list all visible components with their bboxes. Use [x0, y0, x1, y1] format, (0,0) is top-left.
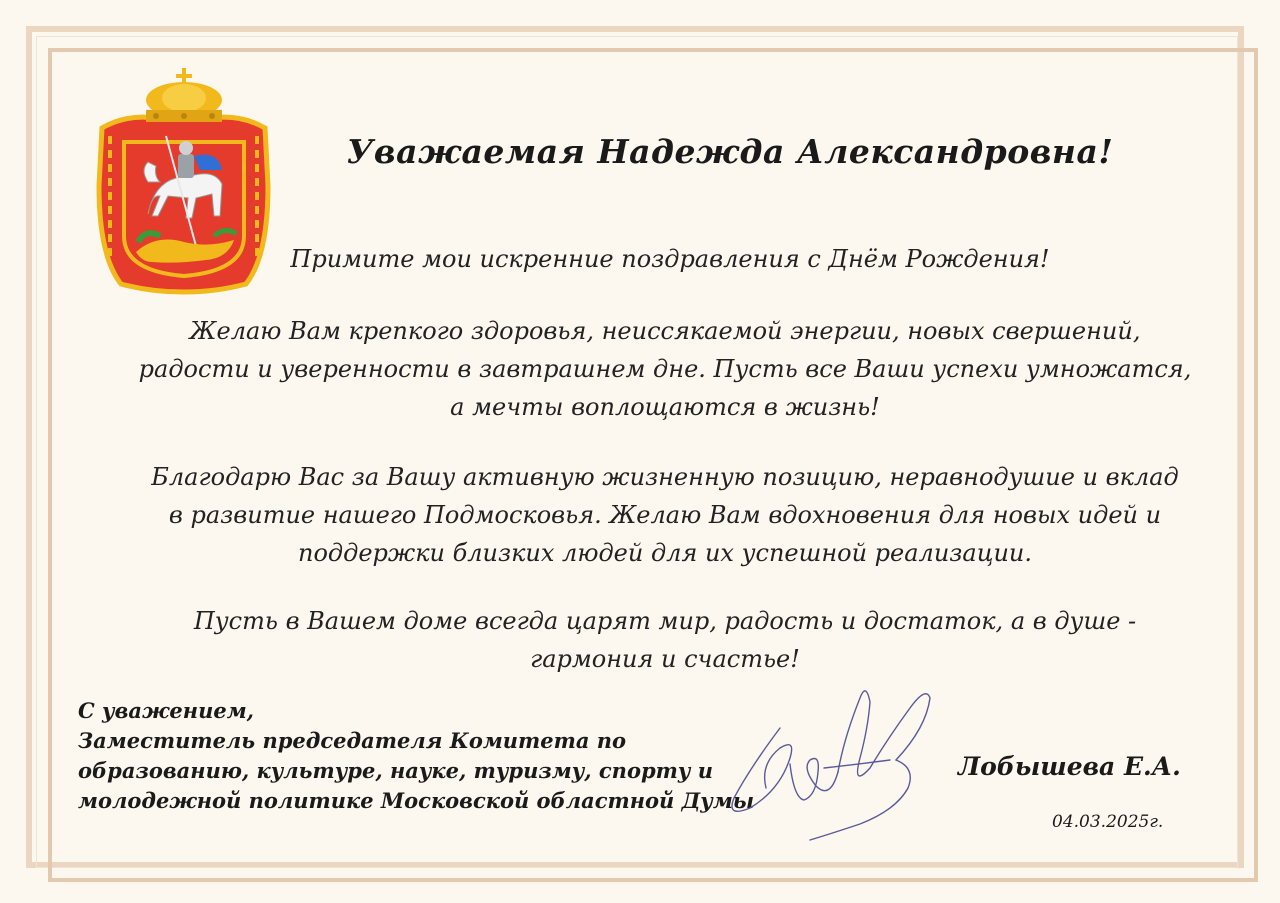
signer-position-line: образованию, культуре, науке, туризму, спорту и — [78, 758, 714, 783]
paragraph-congratulations — [250, 240, 1090, 278]
moscow-oblast-coat-of-arms-icon — [96, 66, 271, 296]
text-line: гармония и счастье! — [530, 645, 800, 673]
text-line: радости и уверенности в завтрашнем дне. Пусть все Ваши успехи умножатся, — [138, 355, 1192, 383]
letter-date: 04.03.2025г. — [1052, 812, 1164, 832]
signer-position-line: молодежной политике Московской областной Думы — [78, 788, 755, 813]
text-line: Примите мои искренние поздравления с Днём Рождения! — [290, 245, 1050, 273]
text-line: Желаю Вам крепкого здоровья, неиссякаемой энергии, новых свершений, — [189, 317, 1141, 345]
greeting-heading: Уважаемая Надежда Александровна! — [346, 132, 1114, 171]
text-line: в развитие нашего Подмосковья. Желаю Вам вдохновения для новых идей и — [168, 501, 1162, 529]
signer-name: Лобышева Е.А. — [958, 752, 1181, 781]
paragraph-home-wishes — [120, 602, 1210, 678]
text-line: Пусть в Вашем доме всегда царят мир, радость и достаток, а в душе - — [193, 607, 1137, 635]
handwritten-signature-icon — [720, 668, 950, 848]
text-line: Благодарю Вас за Вашу активную жизненную позицию, неравнодушие и вклад — [151, 463, 1179, 491]
signer-position-line: Заместитель председателя Комитета по — [78, 728, 627, 753]
paragraph-gratitude — [120, 458, 1210, 572]
closing-salutation: С уважением, — [78, 698, 254, 723]
text-line: а мечты воплощаются в жизнь! — [450, 393, 880, 421]
paragraph-wishes — [120, 312, 1210, 426]
text-line: поддержки близких людей для их успешной реализации. — [298, 539, 1032, 567]
closing-block — [78, 696, 755, 816]
